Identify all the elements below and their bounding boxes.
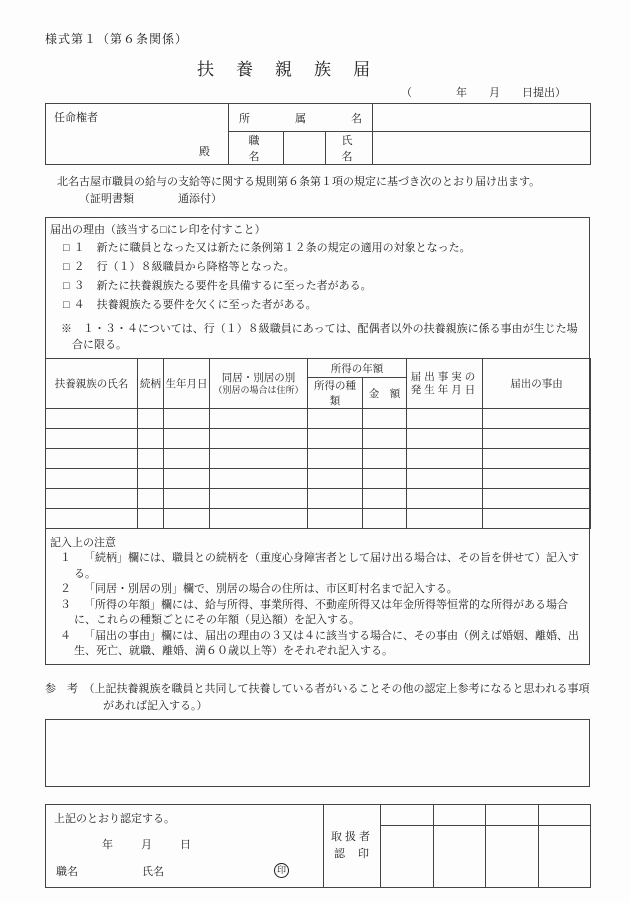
handler-date-cell[interactable] (434, 804, 486, 826)
col-relation-header: 続柄 (138, 359, 164, 409)
col-name-header: 扶養親族の氏名 (46, 359, 138, 409)
handler-seal-label: 取扱者 認 印 (324, 804, 381, 887)
note-item-2: ２ 「同居・別居の別」欄で、別居の場合の住所は、市区町村名まで記入する。 (60, 583, 458, 595)
income-type-cell[interactable] (308, 409, 363, 429)
reason-number: ２ (73, 261, 85, 273)
name-cell[interactable] (46, 489, 138, 509)
birthdate-cell[interactable] (164, 469, 210, 489)
handler-seal-cell[interactable] (381, 826, 434, 887)
table-row (46, 489, 591, 509)
col-fact-date-header: 届出事実の 発生年月日 (407, 359, 483, 409)
fact-date-cell[interactable] (407, 429, 483, 449)
col-reason-header: 届出の事由 (483, 359, 591, 409)
table-row (46, 469, 591, 489)
income-amount-cell[interactable] (363, 469, 407, 489)
name-label: 氏名 (142, 865, 164, 878)
income-amount-cell[interactable] (363, 429, 407, 449)
birthdate-cell[interactable] (164, 409, 210, 429)
birthdate-cell[interactable] (164, 489, 210, 509)
certificate-docs-line: （証明書類 通添付） (79, 193, 222, 205)
affiliation-input[interactable] (373, 104, 591, 132)
checkbox-icon[interactable]: □ (63, 261, 70, 273)
recipient-table (45, 103, 591, 165)
post-label: 職名 (56, 865, 78, 878)
notes-heading: 記入上の注意 (50, 537, 116, 549)
table-row (46, 509, 591, 529)
checkbox-icon[interactable]: □ (63, 280, 70, 292)
living-cell[interactable] (210, 469, 308, 489)
reason-text: 新たに職員となった又は新たに条例第１２条の規定の適用の対象となった。 (96, 242, 471, 254)
name-cell[interactable] (46, 469, 138, 489)
relation-cell[interactable] (138, 469, 164, 489)
name-cell[interactable] (46, 509, 138, 529)
relation-cell[interactable] (138, 509, 164, 529)
relation-cell[interactable] (138, 489, 164, 509)
income-amount-cell[interactable] (363, 489, 407, 509)
reason-option-4[interactable] (46, 296, 589, 315)
relation-cell[interactable] (138, 409, 164, 429)
income-type-cell[interactable] (308, 449, 363, 469)
birthdate-cell[interactable] (164, 449, 210, 469)
income-amount-cell[interactable] (363, 449, 407, 469)
appointer-cell (46, 104, 229, 165)
reason-text: 行（１）８級職員から降格等となった。 (96, 261, 295, 273)
living-cell[interactable] (210, 449, 308, 469)
dono-label: 殿 (199, 146, 210, 158)
table-row (46, 429, 591, 449)
reason-text: 新たに扶養親族たる要件を具備するに至った者がある。 (96, 280, 372, 292)
reason-number: ３ (73, 280, 85, 292)
approval-table (45, 804, 591, 888)
name-input[interactable] (373, 132, 591, 165)
income-type-cell[interactable] (308, 469, 363, 489)
income-amount-cell[interactable] (363, 409, 407, 429)
reason-option-2[interactable] (46, 258, 589, 277)
col-income-amount-header: 金 額 (363, 378, 407, 409)
fact-date-cell[interactable] (407, 409, 483, 429)
handler-seal-cell[interactable] (486, 826, 539, 887)
col-living-header: 同居・別居の別 （別居の場合は住所） (210, 359, 308, 409)
approval-date-line: 年 月 日 (102, 838, 193, 851)
table-row (46, 409, 591, 429)
col-birthdate-header: 生年月日 (164, 359, 210, 409)
reason-cell[interactable] (483, 449, 591, 469)
income-type-cell[interactable] (308, 509, 363, 529)
reason-option-1[interactable] (46, 239, 589, 258)
page-title: 扶養親族届 (197, 60, 392, 79)
income-amount-cell[interactable] (363, 509, 407, 529)
table-row (46, 449, 591, 469)
relation-cell[interactable] (138, 429, 164, 449)
reason-option-3[interactable] (46, 277, 589, 296)
name-label: 氏 名 (326, 132, 373, 165)
intro-text: 北名古屋市職員の給与の支給等に関する規則第６条第１項の規定に基づき次のとおり届け出ます。 (57, 176, 541, 188)
name-cell[interactable] (46, 449, 138, 469)
living-cell[interactable] (210, 409, 308, 429)
affiliation-label: 所 属 名 (229, 104, 373, 132)
handler-seal-cell[interactable] (434, 826, 486, 887)
reason-cell[interactable] (483, 429, 591, 449)
fact-date-cell[interactable] (407, 469, 483, 489)
note-item-4: ４ 「届出の事由」欄には、届出の理由の３又は４に該当する場合に、その事由（例えば婚姻、離婚、出生、死亡、就職、離婚、満６０歳以上等）をそれぞれ記入する。 (60, 629, 579, 657)
income-type-cell[interactable] (308, 429, 363, 449)
certify-cell (46, 804, 324, 887)
form-number: 様式第１（第６条関係） (45, 32, 189, 46)
reference-input-box[interactable] (45, 719, 590, 787)
checkbox-icon[interactable]: □ (63, 242, 70, 254)
reason-text: 扶養親族たる要件を欠くに至った者がある。 (96, 299, 317, 311)
fact-date-cell[interactable] (407, 449, 483, 469)
handler-seal-cell[interactable] (539, 826, 591, 887)
birthdate-cell[interactable] (164, 429, 210, 449)
col-income-group-header: 所得の年額 (308, 359, 407, 378)
col-income-type-header: 所得の種類 (308, 378, 363, 409)
handler-date-cell[interactable] (539, 804, 591, 826)
income-type-cell[interactable] (308, 489, 363, 509)
certify-text: 上記のとおり認定する。 (54, 812, 175, 825)
relation-cell[interactable] (138, 449, 164, 469)
living-cell[interactable] (210, 509, 308, 529)
reference-text: 参 考 （上記扶養親族を職員と共同して扶養している者がいることその他の認定上参考になると思われる事項があれば記入する。） (45, 682, 590, 712)
post-label: 職 名 (229, 132, 284, 165)
appointer-label: 任命権者 (54, 112, 98, 124)
reason-heading: 届出の理由（該当する□にレ印を付すこと） (50, 224, 266, 236)
reason-and-table-box (45, 217, 590, 665)
reason-note: ※ １・３・４については、行（１）８級職員にあっては、配偶者以外の扶養親族に係る事由が生じた場合に限る。 (61, 323, 578, 351)
name-cell[interactable] (46, 429, 138, 449)
post-input[interactable] (284, 132, 326, 165)
reason-number: １ (73, 242, 85, 254)
reason-cell[interactable] (483, 489, 591, 509)
living-cell[interactable] (210, 489, 308, 509)
handler-date-cell[interactable] (486, 804, 539, 826)
submit-date-line: （ 年 月 日提出） (401, 87, 566, 99)
birthdate-cell[interactable] (164, 509, 210, 529)
dependents-table (45, 358, 591, 529)
handler-date-cell[interactable] (381, 804, 434, 826)
seal-icon: 印 (274, 863, 289, 878)
note-item-3: ３ 「所得の年額」欄には、給与所得、事業所得、不動産所得又は年金所得等恒常的な所得がある場合に、これらの種類ごとにその年額（見込額）を記入する。 (60, 598, 568, 626)
checkbox-icon[interactable]: □ (63, 299, 70, 311)
reason-number: ４ (73, 299, 85, 311)
reason-cell[interactable] (483, 469, 591, 489)
reason-cell[interactable] (483, 409, 591, 429)
reason-cell[interactable] (483, 509, 591, 529)
fact-date-cell[interactable] (407, 509, 483, 529)
living-cell[interactable] (210, 429, 308, 449)
note-item-1: １ 「続柄」欄には、職員との続柄を（重度心身障害者として届け出る場合は、その旨を併せて）記入する。 (60, 552, 579, 580)
name-cell[interactable] (46, 409, 138, 429)
fact-date-cell[interactable] (407, 489, 483, 509)
